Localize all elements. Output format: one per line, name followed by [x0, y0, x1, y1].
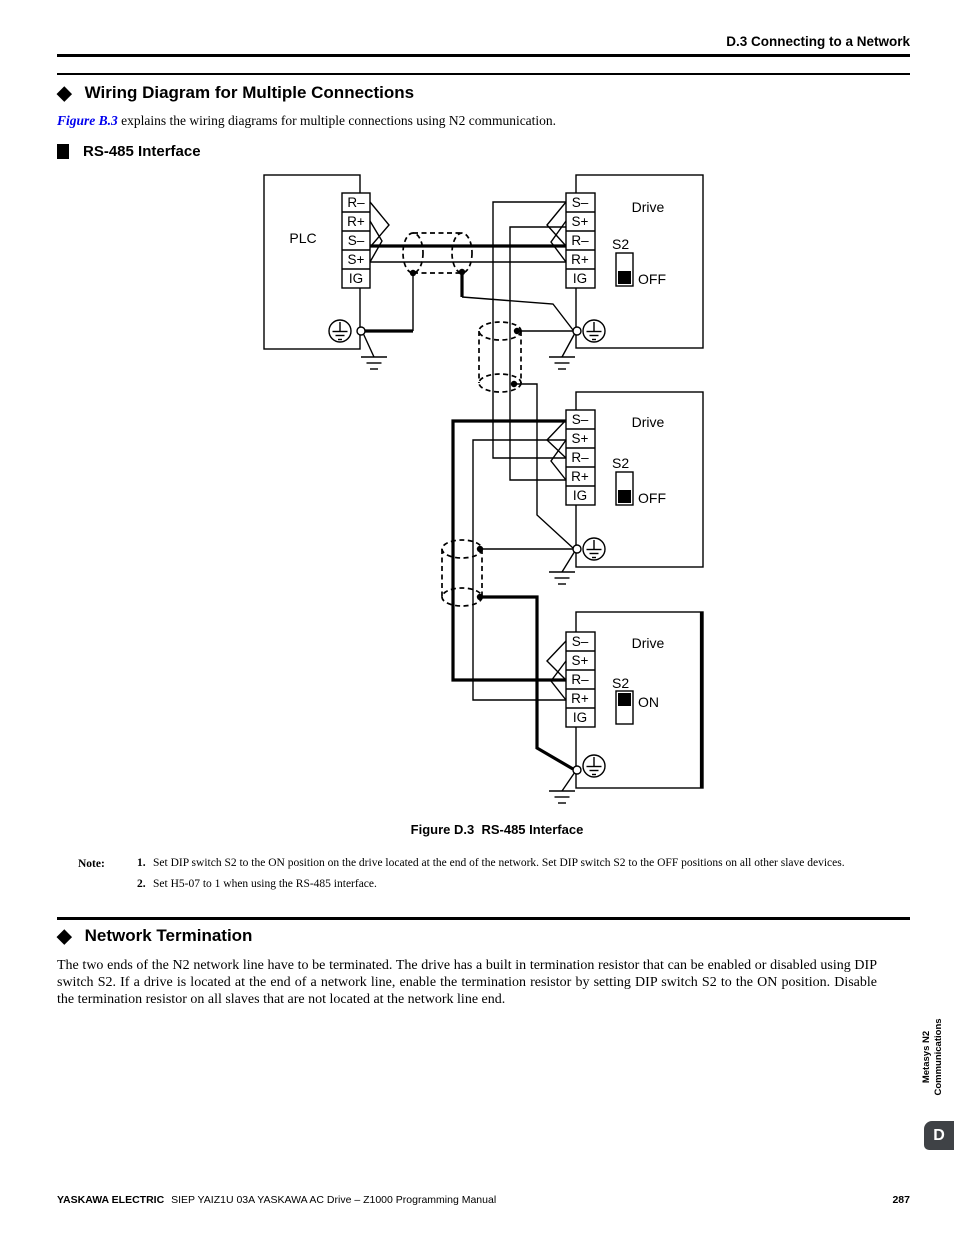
terminal-label: R+ — [347, 214, 365, 229]
note-item — [137, 857, 897, 870]
section-tab-d[interactable] — [924, 1121, 954, 1150]
terminal-label: R+ — [571, 469, 589, 484]
plc-label: PLC — [289, 230, 317, 246]
drive3-ground — [549, 755, 605, 803]
footer-manual-title: SIEP YAIZ1U 03A YASKAWA AC Drive – Z1000 Programming Manual — [171, 1194, 497, 1206]
note-text: Set H5-07 to 1 when using the RS-485 interface. — [153, 878, 377, 890]
sidebar-vertical-label — [921, 1009, 944, 1105]
page-header-title: D.3 Connecting to a Network — [726, 34, 910, 49]
note-item — [137, 878, 897, 891]
terminal-label: R– — [571, 450, 589, 465]
sidebar-label-line1: Metasys N2 — [921, 1030, 932, 1084]
drive-label: Drive — [631, 635, 665, 651]
terminal-label: S+ — [571, 431, 589, 446]
drive2-ground — [549, 538, 605, 584]
switch-label: S2 — [612, 236, 630, 252]
pe-ground-icon — [583, 320, 605, 342]
terminal-label: S+ — [347, 252, 365, 267]
plc-ground — [329, 320, 387, 369]
terminal-label: S– — [571, 634, 589, 649]
intro-text: explains the wiring diagrams for multiple connections using N2 communication. — [117, 113, 557, 128]
terminal-label: IG — [348, 271, 364, 286]
tab-letter: D — [933, 1126, 945, 1144]
note-text: Set DIP switch S2 to the ON position on the drive located at the end of the network. Set DIP switch S2 to the OFF positions on all other slave devices. — [153, 857, 845, 869]
drive2-terminal-strip — [566, 410, 595, 505]
terminal-label: R– — [347, 195, 365, 210]
terminal-label: IG — [572, 488, 588, 503]
note-label: Note: — [78, 858, 105, 870]
switch-state: OFF — [638, 271, 666, 287]
terminal-label: S– — [347, 233, 365, 248]
terminal-label: R+ — [571, 691, 589, 706]
shield-cable-1 — [364, 233, 573, 331]
drive-label: Drive — [631, 199, 665, 215]
sidebar-label-line2: Communications — [932, 1018, 944, 1096]
switch-state: OFF — [638, 490, 666, 506]
diamond-icon: ◆ — [57, 925, 72, 947]
drive1-ground — [549, 320, 605, 369]
footer-brand: YASKAWA ELECTRIC — [57, 1194, 165, 1206]
drive-label: Drive — [631, 414, 665, 430]
termination-heading — [57, 926, 252, 946]
note-number: 1. — [137, 857, 146, 869]
terminal-label: IG — [572, 271, 588, 286]
switch-state: ON — [638, 694, 659, 710]
terminal-label: S+ — [571, 214, 589, 229]
figure-caption: Figure D.3 RS-485 Interface — [410, 822, 584, 837]
drive3-terminal-strip — [566, 632, 595, 727]
terminal-label: R– — [571, 672, 589, 687]
drive1-terminal-strip — [566, 193, 595, 288]
s2-switch-drive2 — [612, 455, 666, 506]
s2-switch-drive1 — [612, 236, 666, 287]
wiring-section-title: Wiring Diagram for Multiple Connections — [84, 83, 415, 102]
terminal-label: S– — [571, 195, 589, 210]
pe-ground-icon — [583, 755, 605, 777]
divider-rule — [57, 917, 910, 920]
pe-ground-icon — [583, 538, 605, 560]
page-footer — [57, 1194, 910, 1206]
termination-body: The two ends of the N2 network line have to be terminated. The drive has a built in termination resistor that can be enabled or disabled using DIP switch S2. If a drive is located at the end of a network line, enable the termination resistor by setting DIP switch S2 to the ON position. Disable the termination resistor on all slaves that are not located at the network line end. — [57, 958, 877, 1007]
rs485-title: RS-485 Interface — [83, 143, 201, 160]
note-number: 2. — [137, 878, 146, 890]
terminal-label: S– — [571, 412, 589, 427]
figure-b3-link[interactable]: Figure B.3 — [57, 113, 118, 128]
termination-title: Network Termination — [84, 926, 253, 945]
terminal-label: IG — [572, 710, 588, 725]
switch-label: S2 — [612, 675, 630, 691]
switch-label: S2 — [612, 455, 630, 471]
footer-page-number: 287 — [892, 1194, 910, 1206]
terminal-label: R+ — [571, 252, 589, 267]
pe-ground-icon — [329, 320, 351, 342]
terminal-label: R– — [571, 233, 589, 248]
s2-switch-drive3 — [612, 675, 659, 724]
terminal-label: S+ — [571, 653, 589, 668]
plc-terminal-strip — [342, 193, 370, 288]
diamond-icon: ◆ — [57, 82, 72, 104]
figure-notes — [57, 857, 910, 899]
